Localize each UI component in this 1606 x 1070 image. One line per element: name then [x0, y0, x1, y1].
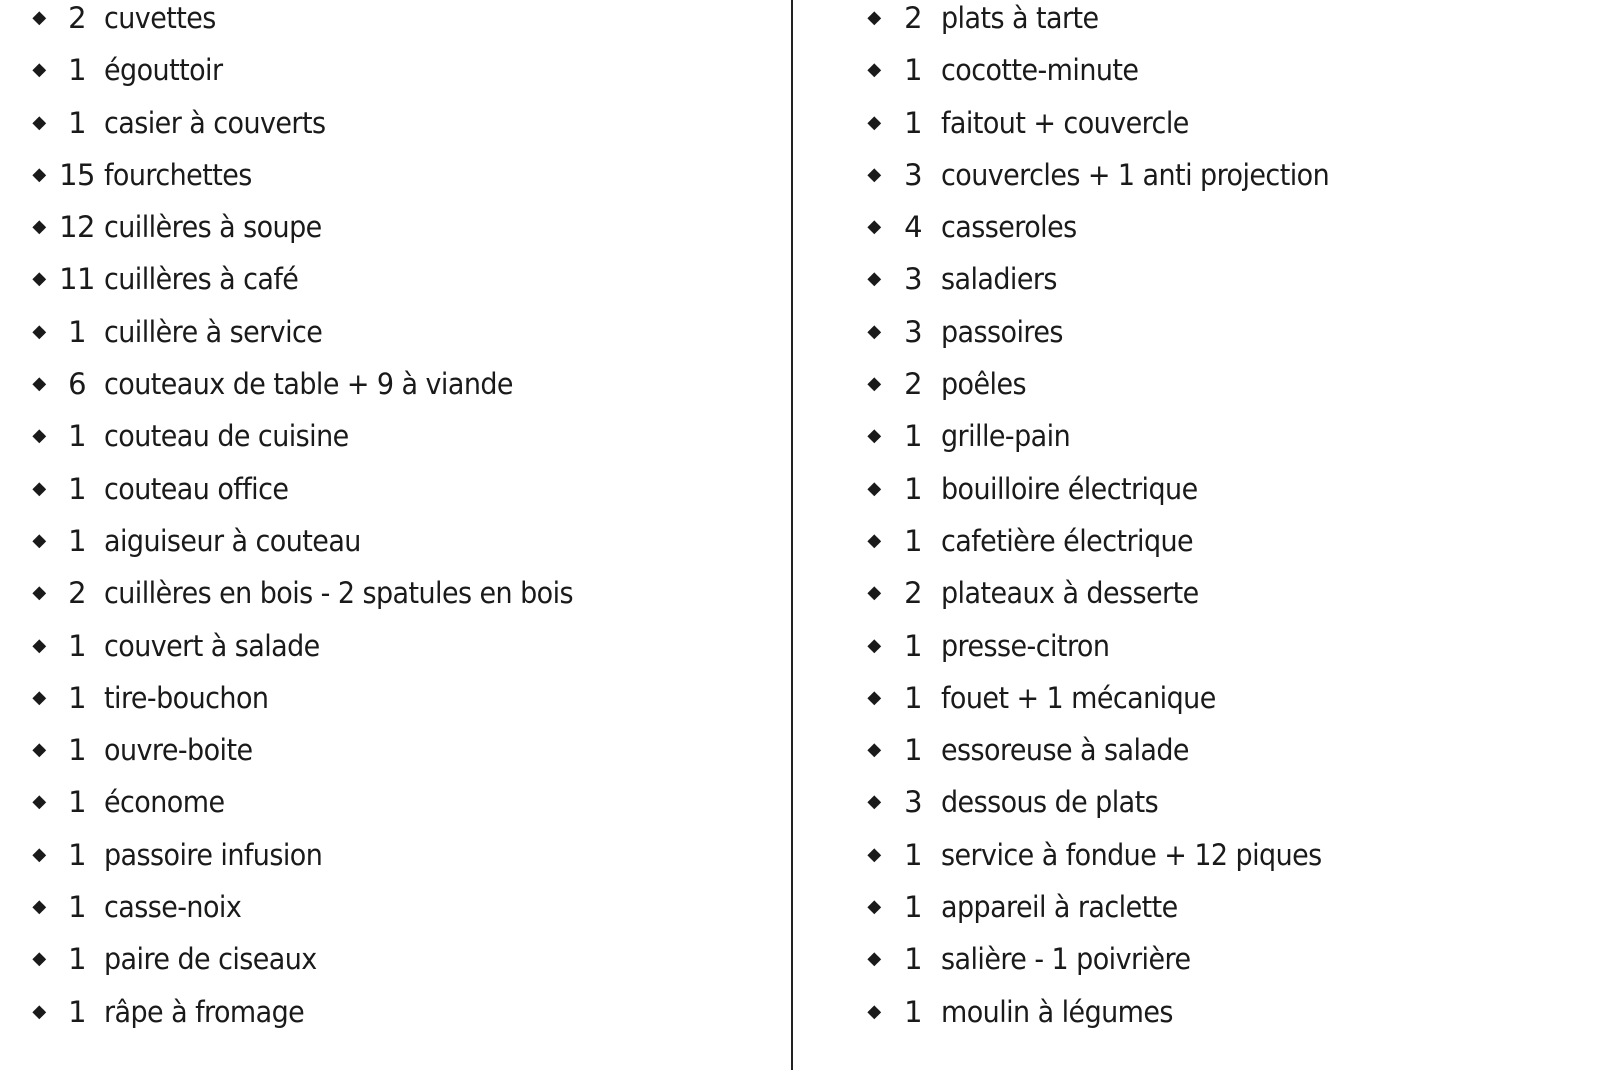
item-quantity: 1 [904, 419, 922, 454]
item-label: cocotte-minute [941, 53, 1139, 88]
item-quantity: 3 [904, 785, 922, 820]
item-quantity: 1 [68, 680, 86, 715]
bullet-diamond-icon: ◆ [32, 634, 46, 656]
bullet-diamond-icon: ◆ [32, 1000, 46, 1022]
list-item [863, 515, 1358, 567]
bullet-diamond-icon: ◆ [867, 529, 881, 551]
bullet-diamond-icon: ◆ [32, 948, 46, 970]
item-quantity: 1 [68, 733, 86, 768]
list-item [28, 253, 608, 305]
item-quantity: 1 [904, 942, 922, 977]
item-label: couteau office [104, 471, 289, 506]
item-quantity: 1 [68, 471, 86, 506]
bullet-diamond-icon: ◆ [867, 216, 881, 238]
bullet-diamond-icon: ◆ [867, 268, 881, 290]
column-divider [791, 0, 793, 1070]
item-quantity: 1 [68, 53, 86, 88]
item-quantity: 1 [904, 680, 922, 715]
item-quantity: 2 [904, 367, 922, 402]
bullet-diamond-icon: ◆ [32, 843, 46, 865]
item-label: dessous de plats [941, 785, 1159, 820]
bullet-diamond-icon: ◆ [867, 634, 881, 656]
item-label: cuillères en bois - 2 spatules en bois [104, 576, 574, 611]
item-quantity: 2 [68, 1, 86, 35]
list-item [863, 463, 1358, 515]
list-item [863, 881, 1358, 933]
item-label: cafetière électrique [941, 523, 1194, 558]
bullet-diamond-icon: ◆ [867, 373, 881, 395]
bullet-diamond-icon: ◆ [32, 896, 46, 918]
item-quantity: 1 [904, 890, 922, 925]
item-label: passoires [941, 314, 1063, 349]
item-label: aiguiseur à couteau [104, 523, 361, 558]
item-quantity: 1 [68, 523, 86, 558]
item-label: poêles [941, 367, 1027, 402]
bullet-diamond-icon: ◆ [32, 686, 46, 708]
item-quantity: 1 [904, 471, 922, 506]
list-item [863, 567, 1358, 619]
list-item [863, 97, 1358, 149]
item-label: fourchettes [104, 157, 252, 192]
item-label: ouvre-boite [104, 733, 253, 768]
bullet-diamond-icon: ◆ [867, 163, 881, 185]
list-item [28, 986, 608, 1038]
item-quantity: 1 [904, 523, 922, 558]
list-item [28, 410, 608, 462]
bullet-diamond-icon: ◆ [867, 582, 881, 604]
item-label: cuillère à service [104, 314, 323, 349]
list-item [28, 933, 608, 985]
item-label: cuillères à café [104, 262, 299, 297]
list-item [28, 201, 608, 253]
item-quantity: 1 [68, 419, 86, 454]
bullet-diamond-icon: ◆ [867, 686, 881, 708]
bullet-diamond-icon: ◆ [867, 425, 881, 447]
bullet-diamond-icon: ◆ [32, 582, 46, 604]
list-item [863, 358, 1358, 410]
item-label: bouilloire électrique [941, 471, 1198, 506]
bullet-diamond-icon: ◆ [867, 477, 881, 499]
bullet-diamond-icon: ◆ [32, 791, 46, 813]
list-item [28, 829, 608, 881]
item-label: service à fondue + 12 piques [941, 837, 1322, 872]
item-label: passoire infusion [104, 837, 323, 872]
item-label: tire-bouchon [104, 680, 269, 715]
list-item [863, 410, 1358, 462]
item-label: cuillères à soupe [104, 210, 322, 245]
list-item [863, 672, 1358, 724]
list-item [28, 306, 608, 358]
list-item [28, 0, 608, 44]
list-item [28, 881, 608, 933]
item-label: casier à couverts [104, 105, 326, 140]
bullet-diamond-icon: ◆ [867, 320, 881, 342]
item-label: couvercles + 1 anti projection [941, 157, 1330, 192]
list-item [28, 149, 608, 201]
item-quantity: 1 [904, 53, 922, 88]
list-item [863, 620, 1358, 672]
item-quantity: 3 [904, 314, 922, 349]
list-item [28, 620, 608, 672]
item-label: plats à tarte [941, 1, 1099, 35]
item-label: casse-noix [104, 890, 242, 925]
left-inventory-list [28, 0, 608, 1038]
list-item [28, 44, 608, 96]
item-label: saladiers [941, 262, 1057, 297]
item-quantity: 4 [904, 210, 922, 245]
item-label: casseroles [941, 210, 1077, 245]
item-label: presse-citron [941, 628, 1110, 663]
bullet-diamond-icon: ◆ [867, 948, 881, 970]
bullet-diamond-icon: ◆ [867, 896, 881, 918]
bullet-diamond-icon: ◆ [32, 7, 46, 28]
item-quantity: 15 [59, 157, 95, 192]
item-label: égouttoir [104, 53, 223, 88]
bullet-diamond-icon: ◆ [32, 111, 46, 133]
item-quantity: 2 [68, 576, 86, 611]
item-label: moulin à légumes [941, 994, 1173, 1029]
list-item [28, 97, 608, 149]
bullet-diamond-icon: ◆ [32, 529, 46, 551]
list-item [863, 44, 1358, 96]
bullet-diamond-icon: ◆ [867, 739, 881, 761]
list-item [863, 933, 1358, 985]
list-item [863, 829, 1358, 881]
item-quantity: 3 [904, 157, 922, 192]
bullet-diamond-icon: ◆ [32, 739, 46, 761]
bullet-diamond-icon: ◆ [32, 59, 46, 81]
right-inventory-list [863, 0, 1358, 1038]
item-label: cuvettes [104, 1, 216, 35]
list-item [863, 986, 1358, 1038]
item-label: plateaux à desserte [941, 576, 1199, 611]
item-label: économe [104, 785, 225, 820]
item-quantity: 1 [68, 628, 86, 663]
bullet-diamond-icon: ◆ [32, 425, 46, 447]
item-label: fouet + 1 mécanique [941, 680, 1216, 715]
list-item [863, 724, 1358, 776]
bullet-diamond-icon: ◆ [32, 320, 46, 342]
list-item [28, 515, 608, 567]
item-quantity: 6 [68, 367, 86, 402]
list-item [863, 0, 1358, 44]
item-quantity: 1 [904, 628, 922, 663]
bullet-diamond-icon: ◆ [32, 373, 46, 395]
item-label: couteaux de table + 9 à viande [104, 367, 513, 402]
item-quantity: 1 [68, 994, 86, 1029]
list-item [28, 776, 608, 828]
item-quantity: 3 [904, 262, 922, 297]
item-quantity: 1 [68, 785, 86, 820]
bullet-diamond-icon: ◆ [32, 477, 46, 499]
bullet-diamond-icon: ◆ [32, 216, 46, 238]
item-label: couteau de cuisine [104, 419, 349, 454]
item-quantity: 2 [904, 1, 922, 35]
item-quantity: 12 [59, 210, 95, 245]
bullet-diamond-icon: ◆ [867, 7, 881, 28]
item-label: essoreuse à salade [941, 733, 1189, 768]
item-quantity: 1 [904, 105, 922, 140]
item-label: râpe à fromage [104, 994, 305, 1029]
item-label: couvert à salade [104, 628, 320, 663]
list-item [28, 672, 608, 724]
item-quantity: 1 [904, 733, 922, 768]
list-item [28, 463, 608, 515]
bullet-diamond-icon: ◆ [867, 791, 881, 813]
list-item [863, 149, 1358, 201]
list-item [863, 776, 1358, 828]
bullet-diamond-icon: ◆ [867, 843, 881, 865]
item-quantity: 2 [904, 576, 922, 611]
bullet-diamond-icon: ◆ [867, 59, 881, 81]
item-quantity: 1 [68, 837, 86, 872]
item-label: faitout + couvercle [941, 105, 1189, 140]
list-item [28, 358, 608, 410]
item-quantity: 1 [68, 105, 86, 140]
item-label: appareil à raclette [941, 890, 1178, 925]
item-quantity: 1 [68, 942, 86, 977]
item-label: paire de ciseaux [104, 942, 317, 977]
bullet-diamond-icon: ◆ [867, 111, 881, 133]
list-item [863, 253, 1358, 305]
bullet-diamond-icon: ◆ [867, 1000, 881, 1022]
item-quantity: 1 [68, 890, 86, 925]
item-quantity: 11 [59, 262, 95, 297]
list-item [863, 306, 1358, 358]
list-item [28, 724, 608, 776]
item-label: salière - 1 poivrière [941, 942, 1191, 977]
item-label: grille-pain [941, 419, 1071, 454]
bullet-diamond-icon: ◆ [32, 268, 46, 290]
list-item [28, 567, 608, 619]
item-quantity: 1 [904, 994, 922, 1029]
list-item [863, 201, 1358, 253]
item-quantity: 1 [904, 837, 922, 872]
item-quantity: 1 [68, 314, 86, 349]
bullet-diamond-icon: ◆ [32, 163, 46, 185]
